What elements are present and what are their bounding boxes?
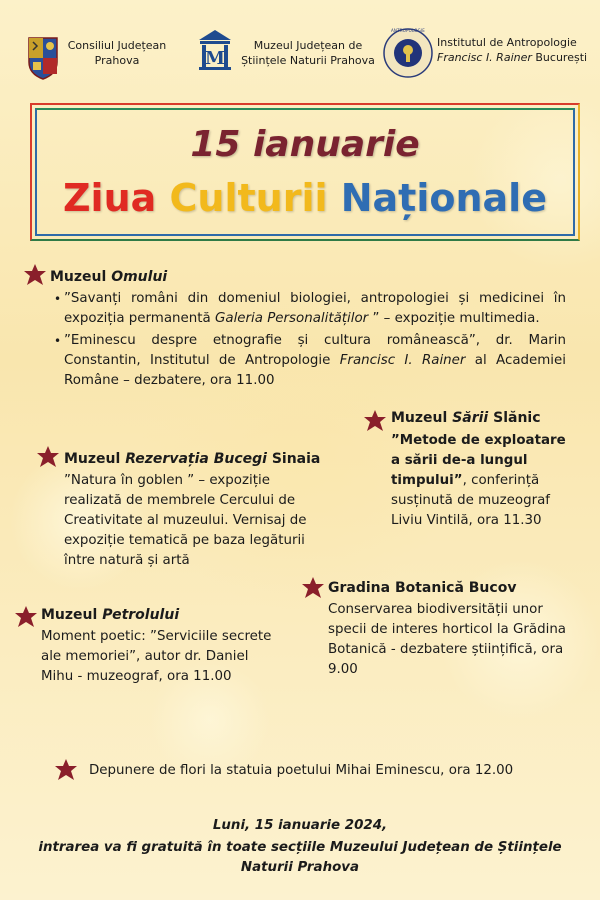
sarii-conference-title: ”Metode de exploatare a sării de-a lungul timpului” [391,433,566,488]
omului-item-1-end: ” – expoziție multimedia. [368,311,540,326]
omului-item-1-italic: Galeria Personalităților [214,311,369,326]
omului-item-1 [64,289,566,329]
omului-item-1-text: ”Savanți români din domeniul biologiei, antropologiei și medicinei în expoziția permanentă [64,291,566,326]
title-word-culturii: Culturii [169,176,328,220]
museum-logo-mark: M [205,48,225,69]
section-title-bucegi-italic: Rezervația Bucegi [125,451,267,467]
section-title-sarii-plain: Muzeul [391,410,453,426]
section-title-bucegi-plain: Muzeul [64,451,126,467]
bucegi-description: ”Natura în goblen ” – expoziție realizată de membrele Cercului de Creativitate al muzeului. Vernisaj de expoziție tematică pe baza legăturii între natură și artă [64,473,307,568]
section-title-omului-plain: Muzeul [50,269,112,285]
section-title-bucegi [64,451,320,467]
omului-item-2-text: ”Eminescu despre etnografie și cultura românească”, dr. Marin Constantin, Institutul de Antropologie [64,333,566,368]
sarii-description [391,431,566,531]
footer-date: Luni, 15 ianuarie 2024, [212,818,388,833]
footer [25,816,575,878]
omului-item-2-italic: Francisc I. Rainer [339,353,466,368]
title-frame [30,103,580,241]
star-icon [55,759,77,785]
section-title-sarii-end: Slănic [488,410,541,426]
section-title-sarii [391,410,541,426]
council-coat-of-arms-logo [27,36,59,80]
omului-item-2 [64,331,566,391]
section-title-omului-italic: Omului [111,269,168,285]
petrolului-description: Moment poetic: ”Serviciile secrete ale memoriei”, autor dr. Daniel Mihu - muzeograf, ora 11.00 [41,629,272,684]
star-icon [302,577,324,603]
bullet-icon: • [54,292,62,306]
council-name-line2: Prahova [94,54,140,67]
bullet-icon: • [54,334,62,348]
title-frame-inner [35,108,575,236]
title-word-ziua: Ziua [63,176,157,220]
bucov-description: Conservarea biodiversității unor specii de interes horticol la Grădina Botanică - dezbatere științifică, ora 9.00 [328,602,567,677]
event-date-title: 15 ianuarie [190,124,420,165]
event-name-title [37,176,573,220]
museum-name-line2: Științele Naturii Prahova [241,54,375,67]
star-icon [37,446,59,472]
sarii-conference-details: , conferință susținută de muzeograf Liviu Vintilă, ora 11.30 [391,473,551,528]
institute-seal-logo [382,27,434,79]
footer-free-entry: intrarea va fi gratuită în toate secțiile Muzeului Județean de Științele Naturii Prahova [38,840,562,875]
institute-name-line2 [437,50,597,65]
star-icon [15,606,37,632]
section-title-bucegi-end: Sinaia [266,451,321,467]
section-title-bucov: Gradina Botanică Bucov [328,580,517,596]
institute-name-line1: Institutul de Antropologie [437,36,577,49]
section-title-sarii-italic: Sării [452,410,489,426]
council-name [62,38,172,68]
council-name-line1: Consiliul Județean [67,39,167,52]
star-icon [24,264,46,290]
title-word-nationale: Naționale [340,176,547,220]
institute-name-italic: Francisc I. Rainer [437,51,532,64]
institute-name [437,35,597,65]
flowers-ceremony-text: Depunere de flori la statuia poetului Mihai Eminescu, ora 12.00 [89,763,514,778]
section-title-petrolului [41,607,179,623]
institute-name-city: București [531,51,588,64]
omului-item-2-end: al Academiei Române – dezbatere, ora 11.00 [64,353,566,388]
museum-name [238,38,378,68]
museum-logo [197,28,233,72]
star-icon [364,410,386,436]
section-title-petrolului-italic: Petrolului [102,607,180,623]
museum-name-line1: Muzeul Județean de [253,39,363,52]
section-title-omului [50,269,167,285]
institute-seal-ring-text: ANTROPOLOGIE [390,28,426,33]
section-title-petrolului-plain: Muzeul [41,607,103,623]
